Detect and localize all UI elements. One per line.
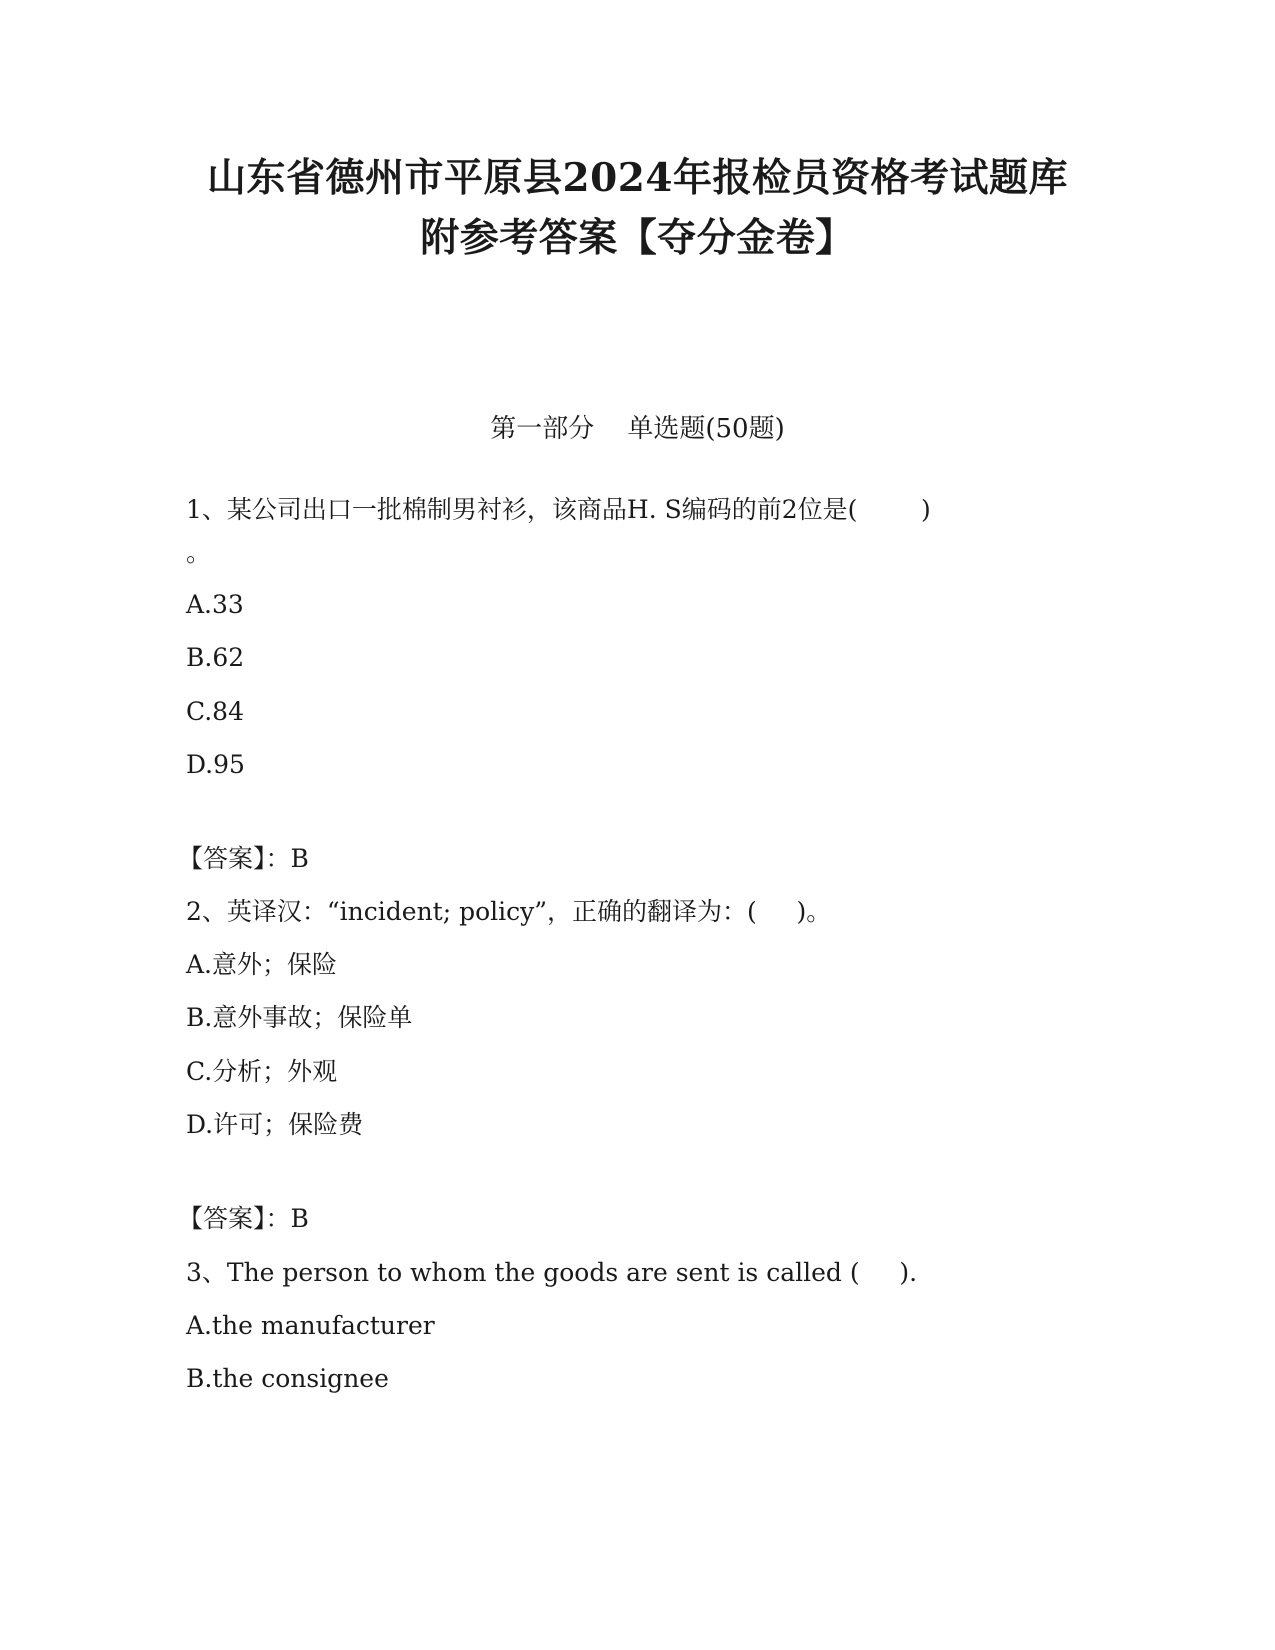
question-2-option-a: A.意外；保险	[186, 950, 338, 979]
question-3-option-b: B.the consignee	[186, 1364, 389, 1393]
question-1-answer: 【答案】：B	[178, 844, 309, 873]
question-1-option-d: D.95	[186, 750, 245, 779]
question-1-option-b: B.62	[186, 643, 245, 672]
question-2-option-c: C.分析；外观	[186, 1057, 338, 1086]
question-2-answer: 【答案】：B	[178, 1204, 309, 1233]
question-1-stem: 1、某公司出口一批棉制男衬衫，该商品H. S编码的前2位是( )	[186, 495, 931, 524]
question-3-stem: 3、The person to whom the goods are sent is called ( ).	[186, 1258, 918, 1287]
question-2-option-d: D.许可；保险费	[186, 1110, 364, 1139]
question-1-option-a: A.33	[186, 590, 244, 619]
question-1-stem-continuation: 。	[186, 538, 212, 567]
question-2-stem: 2、英译汉：“incident; policy”，正确的翻译为：( )。	[186, 897, 832, 926]
document-title-line-2: 附参考答案【夺分金卷】	[420, 215, 855, 261]
document-title-line-1: 山东省德州市平原县2024年报检员资格考试题库	[206, 155, 1069, 201]
section-heading: 第一部分 单选题(50题)	[490, 414, 785, 444]
question-3-option-a: A.the manufacturer	[186, 1311, 435, 1340]
question-2-option-b: B.意外事故；保险单	[186, 1003, 413, 1032]
question-1-option-c: C.84	[186, 697, 244, 726]
